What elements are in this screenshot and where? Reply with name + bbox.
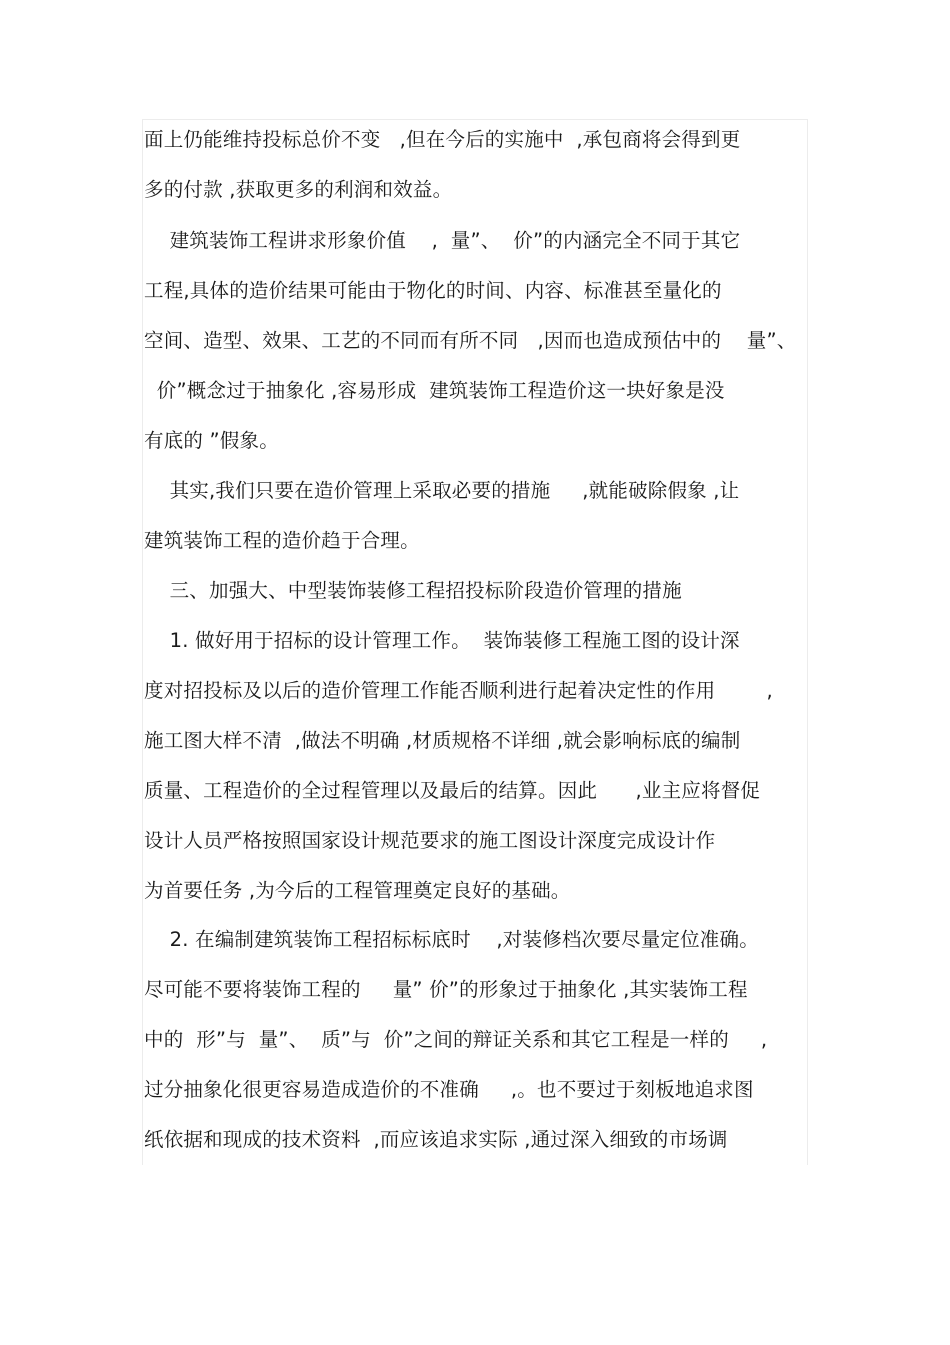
paragraph-line: 质量、工程造价的全过程管理以及最后的结算。因此 ,业主应将督促 <box>144 779 761 802</box>
paragraph-line: 2. 在编制建筑装饰工程招标标底时 ,对装修档次要尽量定位准确。 <box>144 928 759 951</box>
paragraph-line: 1. 做好用于招标的设计管理工作。 装饰装修工程施工图的设计深 <box>144 629 740 652</box>
paragraph-line: 价”概念过于抽象化 ,容易形成 建筑装饰工程造价这一块好象是没 <box>144 379 725 402</box>
paragraph-line: 中的 形”与 量”、 质”与 价”之间的辩证关系和其它工程是一样的 , <box>144 1028 768 1051</box>
paragraph-line: 尽可能不要将装饰工程的 量” 价”的形象过于抽象化 ,其实装饰工程 <box>144 978 748 1001</box>
paragraph-line: 其实,我们只要在造价管理上采取必要的措施 ,就能破除假象 ,让 <box>144 479 740 502</box>
paragraph-line: 过分抽象化很更容易造成造价的不准确 ,。也不要过于刻板地追求图 <box>144 1078 754 1101</box>
paragraph-line: 度对招投标及以后的造价管理工作能否顺利进行起着决定性的作用 , <box>144 679 773 702</box>
paragraph-line: 建筑装饰工程讲求形象价值 , 量”、 价”的内涵完全不同于其它 <box>144 229 741 252</box>
paragraph-line: 建筑装饰工程的造价趋于合理。 <box>144 529 420 552</box>
section-heading: 三、加强大、中型装饰装修工程招投标阶段造价管理的措施 <box>144 579 682 602</box>
paragraph-line: 为首要任务 ,为今后的工程管理奠定良好的基础。 <box>144 879 571 902</box>
paragraph-line: 面上仍能维持投标总价不变 ,但在今后的实施中 ,承包商将会得到更 <box>144 128 741 151</box>
paragraph-line: 有底的 ”假象。 <box>144 429 279 452</box>
paragraph-line: 施工图大样不清 ,做法不明确 ,材质规格不详细 ,就会影响标底的编制 <box>144 729 741 752</box>
paragraph-line: 纸依据和现成的技术资料 ,而应该追求实际 ,通过深入细致的市场调 <box>144 1128 728 1151</box>
paragraph-line: 空间、造型、效果、工艺的不同而有所不同 ,因而也造成预估中的 量”、 <box>144 329 797 352</box>
paragraph-line: 多的付款 ,获取更多的利润和效益。 <box>144 178 453 201</box>
paragraph-line: 工程,具体的造价结果可能由于物化的时间、内容、标准甚至量化的 <box>144 279 722 302</box>
paragraph-line: 设计人员严格按照国家设计规范要求的施工图设计深度完成设计作 <box>144 829 716 852</box>
